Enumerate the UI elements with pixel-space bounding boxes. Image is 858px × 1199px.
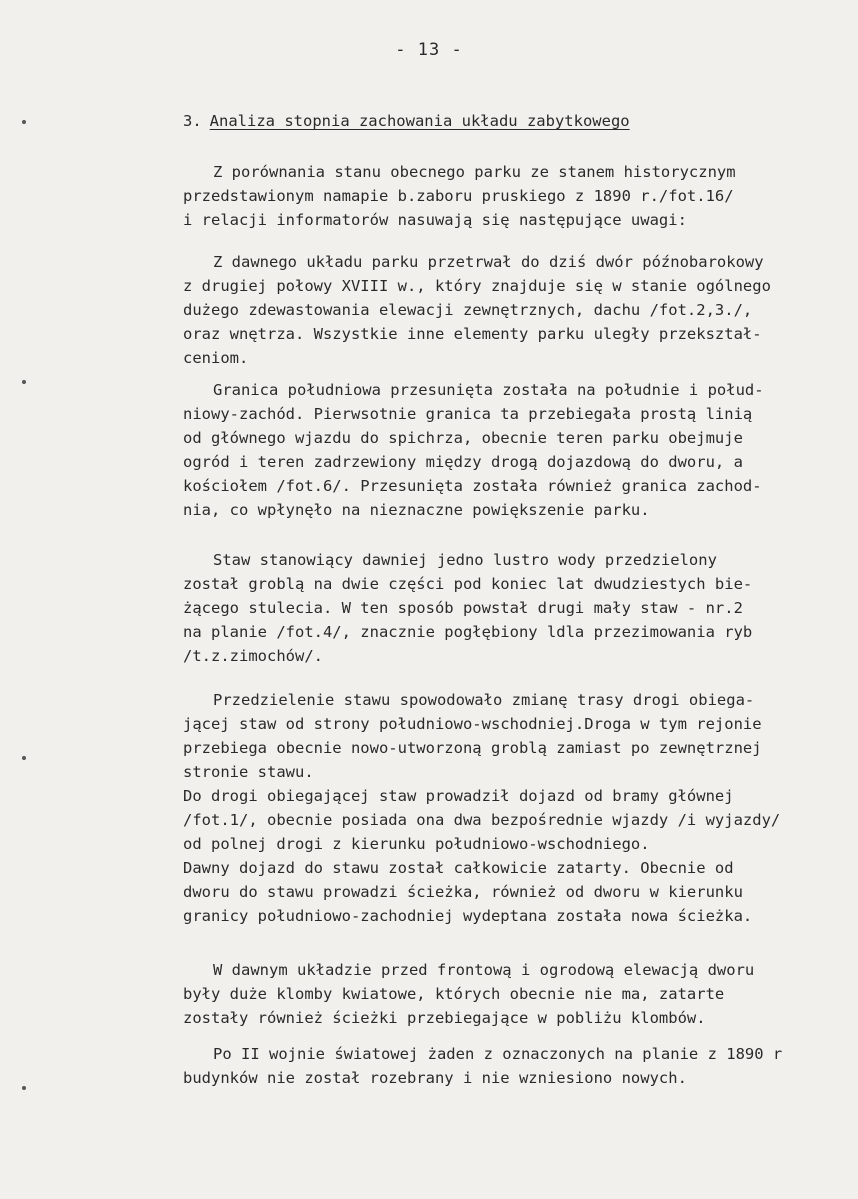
text-line: ogród i teren zadrzewiony między drogą dojazdową do dworu, a <box>183 453 743 471</box>
text-line: od polnej drogi z kierunku południowo-wschodniego. <box>183 835 650 853</box>
text-line: niowy-zachód. Pierwsotnie granica ta przebiegała prostą linią <box>183 405 753 423</box>
text-line: Po II wojnie światowej żaden z oznaczonych na planie z 1890 r <box>213 1045 783 1063</box>
text-line: budynków nie został rozebrany i nie wzniesiono nowych. <box>183 1069 687 1087</box>
text-line: W dawnym układzie przed frontową i ogrodową elewacją dworu <box>213 961 755 979</box>
paragraph <box>183 250 848 370</box>
text-line: ceniom. <box>183 349 249 367</box>
text-line: jącej staw od strony południowo-wschodniej.Droga w tym rejonie <box>183 715 762 733</box>
text-line: kościołem /fot.6/. Przesunięta została również granica zachod- <box>183 477 762 495</box>
text-line: żącego stulecia. W ten sposób powstał drugi mały staw - nr.2 <box>183 599 743 617</box>
margin-mark <box>22 380 26 384</box>
margin-mark <box>22 1086 26 1090</box>
paragraph <box>183 688 848 928</box>
text-line: granicy południowo-zachodniej wydeptana została nowa ścieżka. <box>183 907 753 925</box>
margin-mark <box>22 756 26 760</box>
section-title: Analiza stopnia zachowania układu zabytkowego <box>209 112 630 130</box>
text-line: Do drogi obiegającej staw prowadził dojazd od bramy głównej <box>183 787 734 805</box>
text-line: Granica południowa przesunięta została na południe i połud- <box>213 381 764 399</box>
section-heading <box>183 112 630 130</box>
margin-mark <box>22 120 26 124</box>
text-line: na planie /fot.4/, znacznie pogłębiony ldla przezimowania ryb <box>183 623 753 641</box>
text-line: dużego zdewastowania elewacji zewnętrznych, dachu /fot.2,3./, <box>183 301 753 319</box>
text-line: zostały również ścieżki przebiegające w pobliżu klombów. <box>183 1009 706 1027</box>
text-line: przedstawionym namapie b.zaboru pruskiego z 1890 r./fot.16/ <box>183 187 734 205</box>
text-line: przebiega obecnie nowo-utworzoną groblą zamiast po zewnętrznej <box>183 739 762 757</box>
paragraph <box>183 378 848 522</box>
text-line: /t.z.zimochów/. <box>183 647 323 665</box>
text-line: Z porównania stanu obecnego parku ze stanem historycznym <box>213 163 736 181</box>
paragraph <box>183 548 848 668</box>
text-line: /fot.1/, obecnie posiada ona dwa bezpośrednie wjazdy /i wyjazdy/ <box>183 811 781 829</box>
text-line: Dawny dojazd do stawu został całkowicie zatarty. Obecnie od <box>183 859 734 877</box>
text-line: od głównego wjazdu do spichrza, obecnie teren parku obejmuje <box>183 429 743 447</box>
text-line: został groblą na dwie części pod koniec lat dwudziestych bie- <box>183 575 753 593</box>
text-line: były duże klomby kwiatowe, których obecnie nie ma, zatarte <box>183 985 725 1003</box>
paragraph <box>183 160 848 232</box>
text-line: stronie stawu. <box>183 763 314 781</box>
text-line: Z dawnego układu parku przetrwał do dziś dwór późnobarokowy <box>213 253 764 271</box>
text-line: Przedzielenie stawu spowodowało zmianę trasy drogi obiega- <box>213 691 755 709</box>
text-line: i relacji informatorów nasuwają się następujące uwagi: <box>183 211 687 229</box>
section-number: 3. <box>183 112 202 130</box>
text-line: oraz wnętrza. Wszystkie inne elementy parku uległy przekształ- <box>183 325 762 343</box>
paragraph <box>183 958 848 1030</box>
text-line: dworu do stawu prowadzi ścieżka, również od dworu w kierunku <box>183 883 743 901</box>
text-line: Staw stanowiący dawniej jedno lustro wody przedzielony <box>213 551 717 569</box>
page-number: - 13 - <box>395 40 463 60</box>
paragraph <box>183 1042 848 1090</box>
text-line: z drugiej połowy XVIII w., który znajduje się w stanie ogólnego <box>183 277 771 295</box>
text-line: nia, co wpłynęło na nieznaczne powiększenie parku. <box>183 501 650 519</box>
